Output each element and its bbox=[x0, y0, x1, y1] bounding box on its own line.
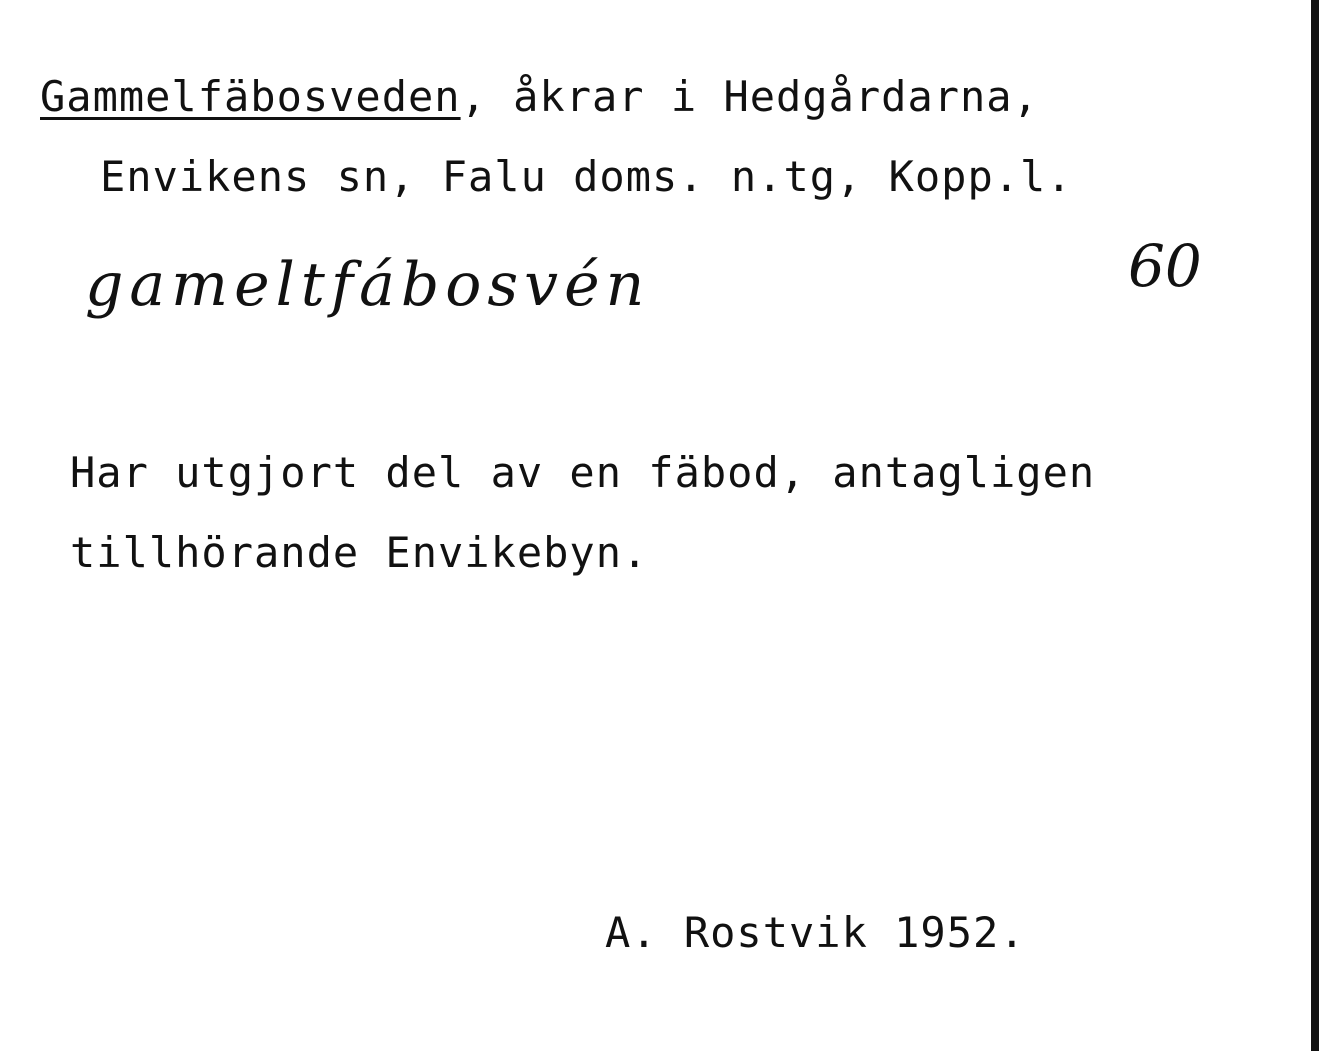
handwritten-pronunciation: gameltfábosvén bbox=[85, 250, 651, 320]
signature: A. Rostvik 1952. bbox=[605, 908, 1026, 957]
title-location: , åkrar i Hedgårdarna, bbox=[460, 72, 1039, 121]
handwritten-number: 60 bbox=[1128, 232, 1202, 300]
card-edge bbox=[1311, 0, 1319, 1051]
title-line bbox=[40, 72, 1039, 121]
body-line-1: Har utgjort del av en fäbod, antagligen bbox=[70, 448, 1096, 497]
headword: Gammelfäbosveden bbox=[40, 72, 461, 121]
body-line-2: tillhörande Envikebyn. bbox=[70, 528, 649, 577]
parish-line: Envikens sn, Falu doms. n.tg, Kopp.l. bbox=[100, 152, 1073, 201]
